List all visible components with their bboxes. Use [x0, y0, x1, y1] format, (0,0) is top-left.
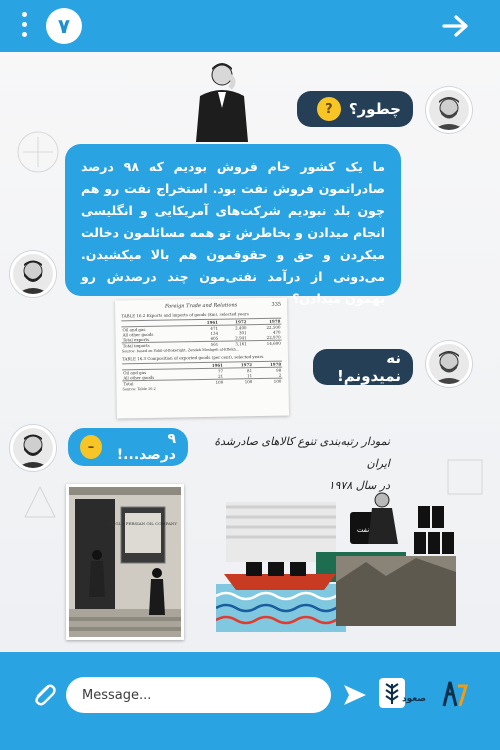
exports-imports-table	[121, 318, 281, 349]
answer-text: ۹ درصد...!	[116, 431, 176, 463]
annotation-line-1: نمودار رتبه‌بندی تنوع کالاهای صادرشدهٔ ایران	[214, 435, 390, 470]
avatar-user-left[interactable]	[10, 425, 56, 471]
table-cell: 11	[247, 373, 253, 379]
table-header-cell: 1972	[240, 362, 253, 368]
brand-label: صعود	[402, 694, 427, 704]
table-cell: 561	[210, 341, 219, 347]
table-cell: Oil and gas	[122, 326, 146, 333]
doodle-icon	[8, 122, 68, 182]
table2-source: Source: Table 16.2	[122, 386, 156, 392]
man-with-cap-avatar-icon	[429, 90, 469, 130]
table-cell: 2,941	[235, 335, 247, 341]
table-cell: 81	[246, 368, 253, 374]
trade-statistics-document	[115, 298, 289, 419]
oil-barrels-collage	[216, 492, 462, 632]
top-bar	[0, 0, 500, 52]
table-cell: 471	[210, 325, 219, 331]
doodle-icon	[20, 482, 60, 522]
anglo-persian-oil-company-photo	[66, 484, 184, 640]
attach-paperclip-icon[interactable]	[30, 681, 58, 709]
avatar-user-right[interactable]	[426, 341, 472, 387]
document-heading	[121, 302, 281, 311]
table-cell: All other goods	[122, 331, 154, 338]
table-cell: Total	[123, 381, 134, 387]
bearded-man-avatar-icon	[13, 254, 53, 294]
building-entrance-illustration	[69, 487, 181, 637]
question-bubble-2	[313, 349, 413, 385]
table-cell: 2	[278, 372, 282, 378]
table-cell: 100	[215, 379, 224, 385]
answer-bubble	[68, 428, 188, 466]
table-cell: 14,600	[266, 340, 281, 346]
avatar-user-left[interactable]	[10, 251, 56, 297]
table-cell: 22,970	[266, 334, 281, 340]
question-bubble-1	[297, 91, 413, 127]
table-cell: Oil and gas	[123, 369, 147, 376]
barrel-label: نفت	[356, 526, 370, 534]
thinking-man-illustration	[190, 60, 254, 142]
annotation-line-2: در سال ۱۹۷۸	[328, 479, 390, 492]
table-cell: 21	[217, 373, 224, 379]
question-text: چطور؟	[348, 100, 401, 118]
explanation-text: ما یک کشور خام فروش بودیم که ۹۸ درصد صادراتمون فروش نفت بود. استخراج نفت رو هم چون بلد نبودیم شرکت‌های آمریکایی و انگلیسی انجام میدادن و بخاطرش تو همه مسائلمون دخالت میکردن و حق و حقوقمون هم بالا میکشیدن. می‌دونی از درآمد نفتی‌مون چند درصدش رو بهمون میدادن؟	[81, 159, 386, 306]
table-header-cell: 1961	[211, 362, 223, 368]
back-arrow-icon[interactable]	[442, 14, 470, 38]
table-cell: 301	[238, 330, 247, 336]
table-cell: Total exports	[122, 336, 150, 343]
table-cell: 22,500	[266, 324, 281, 330]
wheat-logo-icon	[377, 676, 407, 710]
table-cell: Total imports	[122, 342, 150, 349]
table-cell: 605	[210, 335, 219, 341]
chart-annotation	[200, 431, 390, 497]
message-input[interactable]	[66, 677, 331, 713]
table-header-cell: 1961	[206, 319, 218, 325]
table-cell: 470	[272, 329, 281, 335]
table-cell: 77	[217, 368, 224, 374]
table-header-cell: 1978	[269, 318, 281, 324]
table-cell: All other goods	[123, 374, 155, 381]
table-cell: 134	[210, 330, 219, 336]
sign-text: ANGLO PERSIAN OIL COMPANY	[109, 521, 177, 526]
more-options-icon[interactable]	[22, 12, 28, 40]
page-number-badge: ۷	[46, 8, 82, 44]
table-cell: 2,400	[235, 325, 247, 331]
table-cell: 3,161	[235, 341, 247, 347]
table-cell: 100	[244, 379, 253, 385]
man-with-cap-avatar-icon	[429, 344, 469, 384]
bearded-man-avatar-icon	[13, 428, 53, 468]
oil-tanker-barrels-illustration	[216, 492, 462, 632]
table-cell: 98	[276, 367, 282, 373]
question-text: نه نمیدونم!	[336, 349, 401, 385]
export-composition-table	[122, 361, 282, 387]
table1-source: Source: based on Vakil-ul-Bakeright, Zendeh Moshgeli al-Eftekh...	[121, 347, 240, 354]
send-icon[interactable]	[342, 683, 368, 707]
table-header-cell: 1972	[235, 319, 247, 325]
table-header-cell: 1978	[269, 361, 282, 367]
thinking-face-icon: ?	[317, 97, 341, 121]
document-heading-text: Foreign Trade and Relations	[164, 302, 238, 310]
expressionless-face-icon: –	[80, 435, 102, 459]
table-cell: 100	[273, 378, 282, 384]
table1-caption: TABLE 16.2 Exports and imports of goods ($m), selected years	[121, 311, 249, 319]
publisher-logo-icon	[440, 676, 470, 712]
avatar-user-right[interactable]	[426, 87, 472, 133]
document-page-number: 335	[271, 301, 282, 308]
table2-caption: TABLE 16.3 Composition of exported goods (per cent), selected years	[121, 353, 264, 362]
